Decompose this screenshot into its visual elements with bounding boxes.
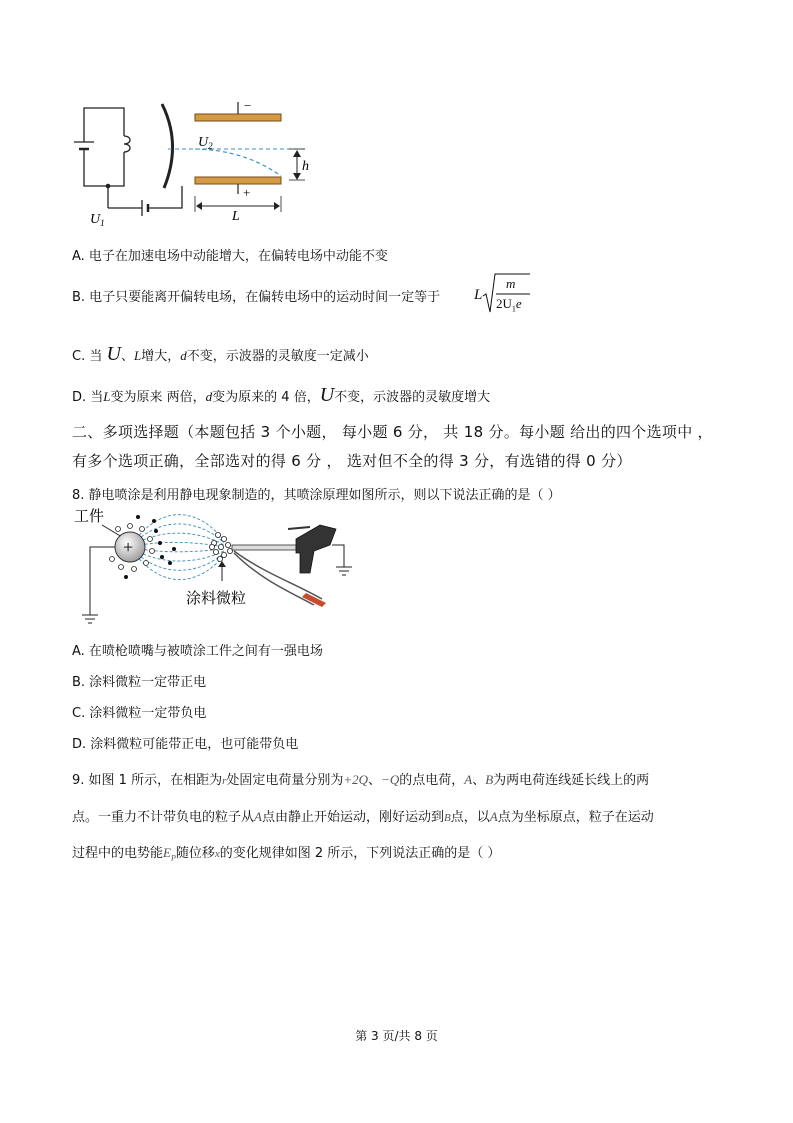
deflection-figure	[70, 96, 330, 228]
svg-text:U2: $U_2$	[198, 135, 213, 151]
minus-sign: −	[244, 98, 252, 113]
u1-label: U	[90, 212, 101, 227]
q9-line-1: 9. 如图 1 所示，在相距为r处固定电荷量分别为+2Q、−Q的点电荷，A、B为两电荷连线延长线上的两	[72, 772, 650, 788]
q7-option-b-text: B. 电子只要能离开偏转电场，在偏转电场中的运动时间一定等于	[72, 290, 441, 305]
h-label: h	[302, 159, 309, 174]
section-2-line-1: 二、多项选择题（本题包括 3 个小题， 每小题 6 分， 共 18 分。每小题 给出的四个选项中 ，	[72, 423, 713, 441]
q7-option-d: D. 当L变为原来 两倍，d变为原来的 4 倍，U不变，示波器的灵敏度增大	[72, 384, 491, 406]
c-voltage-symbol: U	[106, 343, 121, 365]
plus-sign: +	[243, 185, 251, 200]
formula-denominator: $2U_1e$	[496, 296, 522, 314]
L-label: L	[232, 209, 240, 224]
page-footer: 第 3 页/共 8 页	[355, 1029, 438, 1043]
formula-m: m	[506, 276, 516, 291]
q7-option-c: C. 当 U、L增大，d不变，示波器的灵敏度一定减小	[72, 343, 369, 365]
q7-option-b	[72, 286, 440, 305]
q8-option-d: D. 涂料微粒可能带正电，也可能带负电	[72, 737, 299, 752]
q8-stem: 8. 静电喷涂是利用静电现象制造的，其喷涂原理如图所示，则以下说法正确的是（ ）	[72, 488, 561, 503]
u2-label: U	[198, 135, 209, 150]
q9-line-2: 点。一重力不计带负电的粒子从A点由静止开始运动，刚好运动到B点，以A点为坐标原点，粒子在运动	[72, 809, 654, 825]
q8-option-c: C. 涂料微粒一定带负电	[72, 706, 207, 721]
particles-label: 涂料微粒	[186, 591, 247, 607]
section-2-line-2: 有多个选项正确，全部选对的得 6 分 ， 选对但不全的得 3 分，有选错的得 0 分）	[72, 452, 632, 470]
workpiece-plus: +	[123, 537, 134, 557]
svg-text:U1: $U_1$	[90, 212, 105, 228]
spray-figure	[74, 503, 358, 629]
d-voltage-symbol: U	[319, 384, 335, 406]
q8-option-a: A. 在喷枪喷嘴与被喷涂工件之间有一强电场	[72, 644, 323, 659]
q8-option-b: B. 涂料微粒一定带正电	[72, 675, 207, 690]
sqrt-formula	[474, 272, 534, 316]
workpiece-label: 工件	[74, 509, 105, 525]
q7-option-a: A. 电子在加速电场中动能增大，在偏转电场中动能不变	[72, 249, 388, 264]
formula-L: L	[474, 287, 483, 303]
q9-line-3: 过程中的电势能$E_P$随位移x的变化规律如图 2 所示，下列说法正确的是（ ）	[72, 845, 501, 863]
